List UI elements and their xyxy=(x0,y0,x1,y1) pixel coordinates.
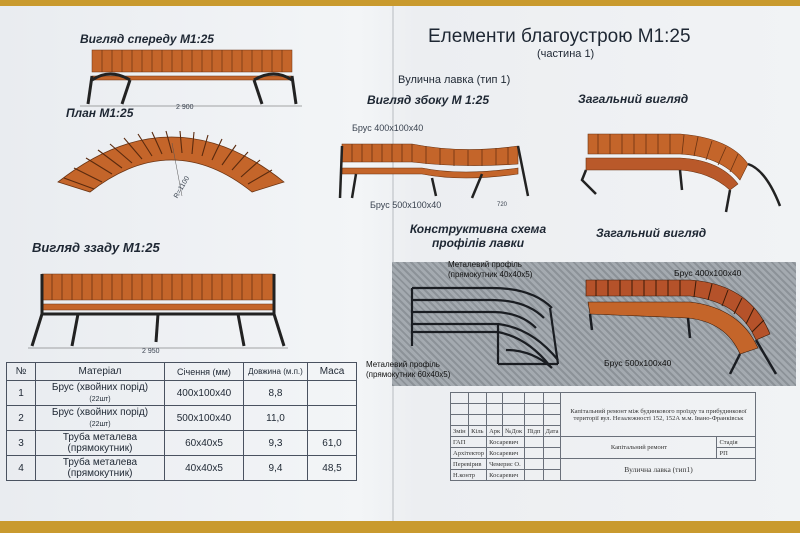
spec-header-material: Матеріал xyxy=(36,363,165,381)
spec-row xyxy=(7,456,357,481)
spec-material-note: (22шт) xyxy=(89,396,111,403)
title-block-project: Капітальний ремонт між будинкового проїзду та прибудинкової території вул. Незалежності 152, 152А м.м. Івано-Франківськ xyxy=(561,393,756,437)
title-col-sheet: Арк xyxy=(487,426,503,437)
spec-cell-section: 500x100x40 xyxy=(165,406,244,431)
beam-top-label: Брус 400x100x40 xyxy=(352,123,424,133)
spec-cell-no: 3 xyxy=(7,431,36,456)
spec-cell-length: 9,3 xyxy=(244,431,308,456)
title-block-stage: РП xyxy=(717,448,756,459)
title-role: ГАП xyxy=(451,437,487,448)
plan-view-label: План М1:25 xyxy=(66,106,134,120)
dim-back: 2 950 xyxy=(142,348,160,355)
title-col-sign: Підп xyxy=(525,426,543,437)
spec-row xyxy=(7,431,357,456)
spec-cell-mass: 61,0 xyxy=(308,431,357,456)
title-role: Перевірив xyxy=(451,459,487,470)
document-title: Елементи благоустрою М1:25 xyxy=(428,26,691,47)
back-view-drawing xyxy=(24,268,294,350)
render-beam-bottom-label: Брус 500x100x40 xyxy=(604,358,672,368)
title-col-change: Змін xyxy=(451,426,469,437)
spec-cell-material: Труба металева (прямокутник) xyxy=(36,431,165,456)
spec-cell-length: 9,4 xyxy=(244,456,308,481)
metal-profile-label-2: Металевий профіль (прямокутник 60x40x5) xyxy=(366,360,451,379)
radius-label: R=1100 xyxy=(173,175,192,200)
item-name: Вулична лавка (тип 1) xyxy=(398,74,511,86)
spec-cell-mass xyxy=(308,406,357,431)
back-view-label: Вигляд ззаду М1:25 xyxy=(32,240,160,255)
render-beam-top-label: Брус 400x100x40 xyxy=(674,268,742,278)
spec-cell-material: Труба металева (прямокутник) xyxy=(36,456,165,481)
title-col-doc: №Док xyxy=(503,426,525,437)
spec-cell-mass: 48,5 xyxy=(308,456,357,481)
title-block-sheet-name: Вулична лавка (тип1) xyxy=(561,459,756,481)
spec-cell-material xyxy=(36,381,165,406)
title-block xyxy=(450,392,756,481)
front-view-drawing xyxy=(70,46,310,111)
side-view-drawing xyxy=(332,134,532,206)
dim-side: 720 xyxy=(497,202,508,208)
title-person: Чемерис О. xyxy=(487,459,525,470)
specification-table xyxy=(6,362,357,481)
title-role: Н.контр xyxy=(451,470,487,481)
dim-front: 2 900 xyxy=(176,104,194,111)
general-view-label-1: Загальний вигляд xyxy=(578,92,689,106)
spec-cell-mass xyxy=(308,381,357,406)
spec-cell-length: 8,8 xyxy=(244,381,308,406)
spec-header-length: Довжина (м.п.) xyxy=(244,363,308,381)
title-col-date: Дата xyxy=(543,426,561,437)
general-view-drawing-1 xyxy=(580,124,790,216)
drawing-sheet xyxy=(0,6,800,521)
spec-row xyxy=(7,406,357,431)
spec-material-text: Брус (хвойних порід) xyxy=(51,382,149,393)
title-role: Архітектор xyxy=(451,448,487,459)
spec-row xyxy=(7,381,357,406)
spec-cell-section: 40x40x5 xyxy=(165,456,244,481)
title-person: Косаревич xyxy=(487,470,525,481)
general-view-label-2: Загальний вигляд xyxy=(596,226,707,240)
front-view-label: Вигляд спереду М1:25 xyxy=(80,32,214,46)
document-subtitle: (частина 1) xyxy=(537,48,595,60)
spec-cell-no: 4 xyxy=(7,456,36,481)
plan-view-drawing xyxy=(52,118,292,198)
title-person: Косаревич xyxy=(487,437,525,448)
spec-header-mass: Маса xyxy=(308,363,357,381)
spec-header-no: № xyxy=(7,363,36,381)
spec-cell-length: 11,0 xyxy=(244,406,308,431)
spec-cell-material xyxy=(36,406,165,431)
spec-material-text: Брус (хвойних порід) xyxy=(51,407,149,418)
title-block-work: Капітальний ремонт xyxy=(561,437,717,459)
spec-header-section: Січення (мм) xyxy=(165,363,244,381)
metal-profile-label-1: Металевий профіль (прямокутник 40x40x5) xyxy=(448,260,533,279)
title-block-stage-label: Стадія xyxy=(717,437,756,448)
beam-bottom-label: Брус 500x100x40 xyxy=(370,200,442,210)
spec-cell-no: 2 xyxy=(7,406,36,431)
spec-cell-section: 400x100x40 xyxy=(165,381,244,406)
title-col-qty: Кіль xyxy=(469,426,487,437)
title-person: Косаревич xyxy=(487,448,525,459)
spec-cell-no: 1 xyxy=(7,381,36,406)
spec-material-note: (22шт) xyxy=(89,421,111,428)
scheme-label: Конструктивна схема профілів лавки xyxy=(409,222,547,250)
spec-cell-section: 60x40x5 xyxy=(165,431,244,456)
side-view-label: Вигляд збоку М 1:25 xyxy=(367,93,489,107)
